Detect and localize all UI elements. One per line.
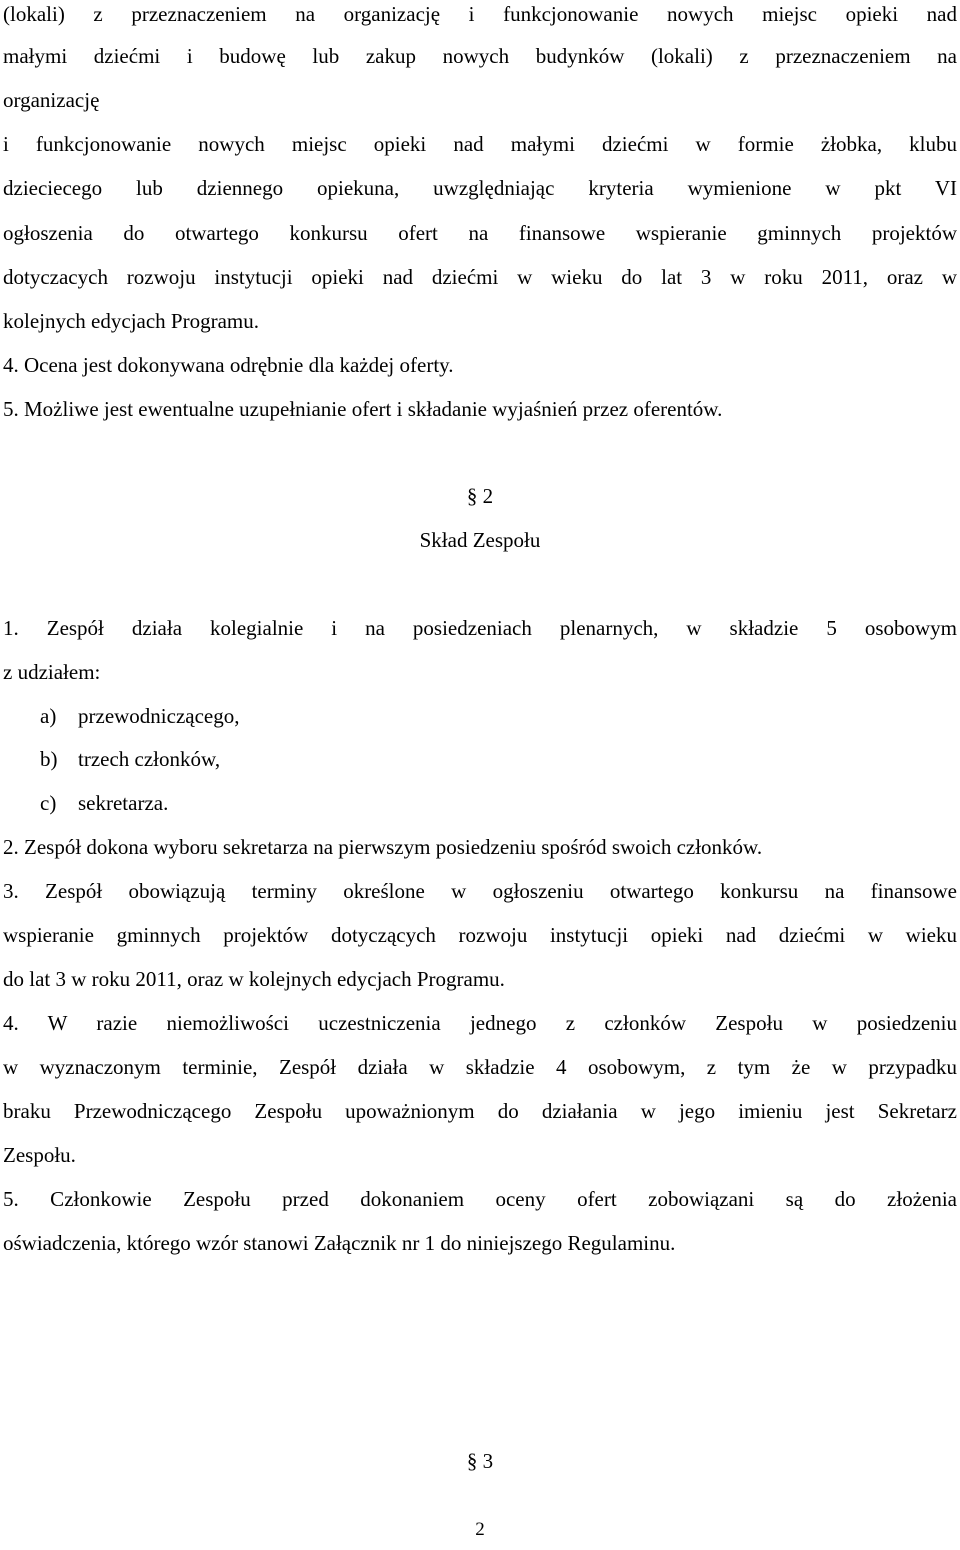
paragraph-line: dzieciecego lub dziennego opiekuna, uwzględniając kryteria wymienione w pkt VI (3, 176, 957, 200)
page-number: 2 (475, 1519, 485, 1540)
paragraph-line: dotyczacych rozwoju instytucji opieki nad dziećmi w wieku do lat 3 w roku 2011, oraz w (3, 265, 957, 289)
section-title: Skład Zespołu (419, 528, 541, 552)
list-item (40, 789, 168, 817)
paragraph-line: 1. Zespół działa kolegialnie i na posiedzeniach plenarnych, w składzie 5 osobowym (3, 616, 957, 640)
paragraph-line: kolejnych edycjach Programu. (3, 309, 259, 333)
paragraph-line: oświadczenia, którego wzór stanowi Załącznik nr 1 do niniejszego Regulaminu. (3, 1231, 676, 1255)
list-item (40, 745, 220, 773)
paragraph-line: 4. Ocena jest dokonywana odrębnie dla każdej oferty. (3, 353, 454, 377)
paragraph-line: braku Przewodniczącego Zespołu upoważnionym do działania w jego imieniu jest Sekretarz (3, 1099, 957, 1123)
section-heading: § 3 (466, 1449, 494, 1473)
paragraph-line: z udziałem: (3, 660, 101, 684)
paragraph-line: 5. Członkowie Zespołu przed dokonaniem oceny ofert zobowiązani są do złożenia (3, 1187, 957, 1211)
paragraph-line: wspieranie gminnych projektów dotyczących rozwoju instytucji opieki nad dziećmi w wieku (3, 923, 957, 947)
paragraph-line: 3. Zespół obowiązują terminy określone w ogłoszeniu otwartego konkursu na finansowe (3, 879, 957, 903)
paragraph-line: (lokali) z przeznaczeniem na organizację i funkcjonowanie nowych miejsc opieki nad (3, 2, 957, 26)
list-marker: a) (40, 704, 57, 728)
paragraph-line: małymi dziećmi i budowę lub zakup nowych budynków (lokali) z przeznaczeniem na (3, 44, 957, 68)
paragraph-line: organizację (3, 88, 100, 112)
list-marker: b) (40, 747, 58, 771)
list-marker: c) (40, 791, 57, 815)
list-item-text: sekretarza. (78, 791, 169, 815)
paragraph-line: Zespołu. (3, 1143, 76, 1167)
section-heading: § 2 (466, 484, 494, 508)
paragraph-line: 5. Możliwe jest ewentualne uzupełnianie ofert i składanie wyjaśnień przez oferentów. (3, 397, 723, 421)
list-item-text: trzech członków, (78, 747, 221, 771)
paragraph-line: ogłoszenia do otwartego konkursu ofert na finansowe wspieranie gminnych projektów (3, 221, 957, 245)
paragraph-line: i funkcjonowanie nowych miejsc opieki nad małymi dziećmi w formie żłobka, klubu (3, 132, 957, 156)
paragraph-line: 2. Zespół dokona wyboru sekretarza na pierwszym posiedzeniu spośród swoich członków. (3, 835, 763, 859)
paragraph-line: do lat 3 w roku 2011, oraz w kolejnych edycjach Programu. (3, 967, 505, 991)
list-item-text: przewodniczącego, (78, 704, 240, 728)
list-item (40, 702, 240, 730)
paragraph-line: 4. W razie niemożliwości uczestniczenia jednego z członków Zespołu w posiedzeniu (3, 1011, 957, 1035)
paragraph-line: w wyznaczonym terminie, Zespół działa w składzie 4 osobowym, z tym że w przypadku (3, 1055, 957, 1079)
